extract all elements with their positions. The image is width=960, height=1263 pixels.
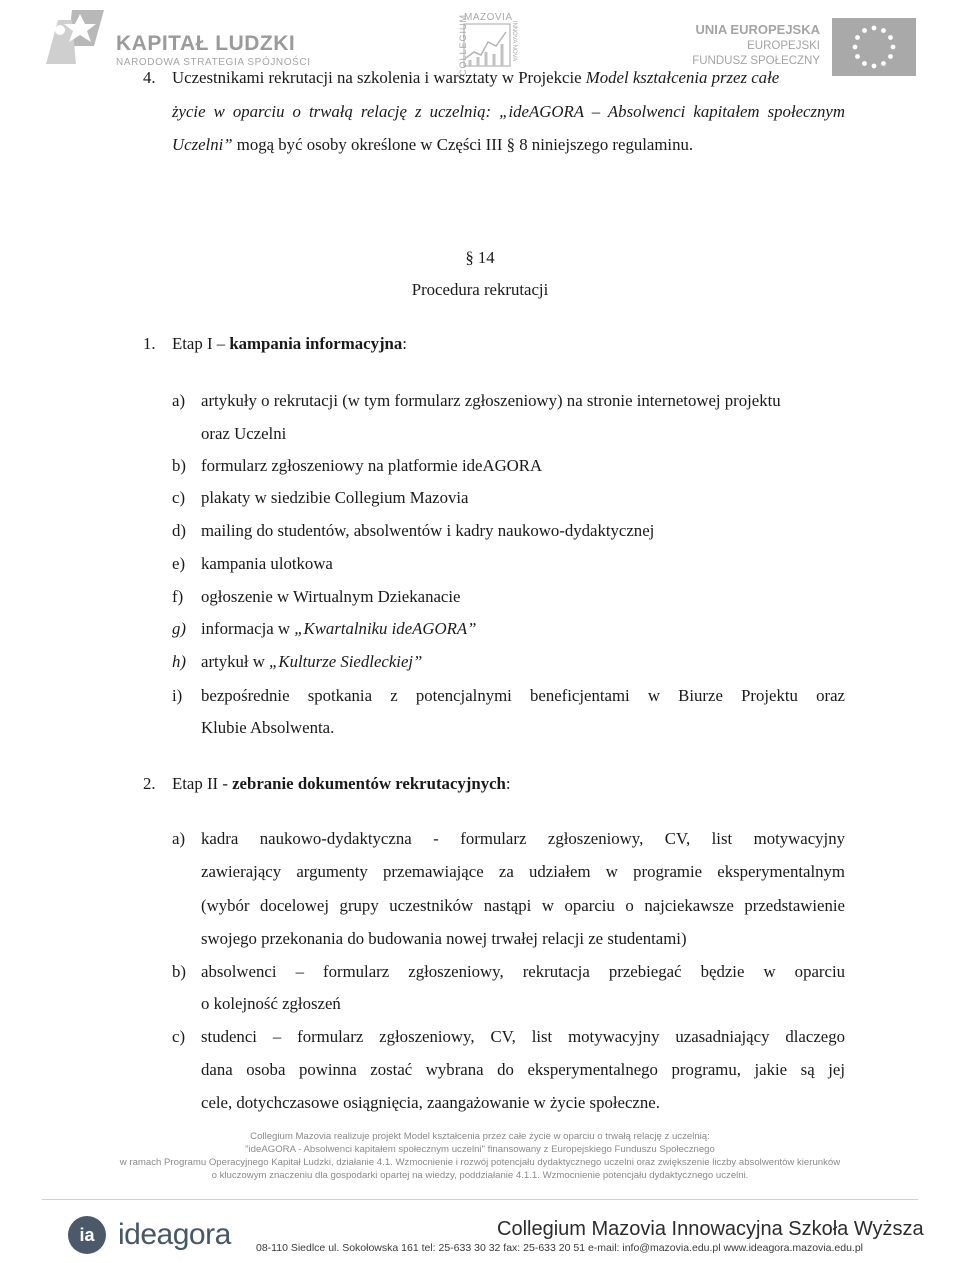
text-span: informacja w — [201, 619, 295, 638]
college-address: 08-110 Siedlce ul. Sokołowska 161 tel: 25-633 30 32 fax: 25-633 20 51 e-mail: info@mazovia.edu.pl www.ideagora.mazovia.edu.pl — [256, 1242, 863, 1254]
list-item: formularz zgłoszeniowy na platformie ideAGORA — [201, 456, 543, 475]
kapital-ludzki-emblem-icon — [38, 6, 110, 68]
list-item: studenci – formularz zgłoszeniowy, CV, list motywacyjny uzasadniający dlaczego — [201, 1027, 845, 1046]
list-item: bezpośrednie spotkania z potencjalnymi beneficjentami w Biurze Projektu oraz — [201, 686, 845, 705]
bold-text: kampania informacyjna — [229, 334, 403, 353]
footer-note-line: Collegium Mazovia realizuje projekt Model kształcenia przez całe życie w oparciu o trwałą relację z uczelnią: — [250, 1131, 710, 1142]
etap-heading — [172, 773, 511, 795]
italic-text: Model kształcenia przez całe — [585, 68, 780, 87]
list-letter: i) — [172, 686, 183, 705]
list-letter: a) — [172, 391, 186, 410]
italic-text: „Kulturze Siedleckiej” — [269, 652, 423, 671]
list-item: o kolejność zgłoszeń — [201, 994, 341, 1013]
eu-line-2: EUROPEJSKI — [747, 40, 820, 52]
section-title: Procedura rekrutacji — [411, 280, 549, 299]
paragraph-line — [172, 67, 779, 89]
footer-note-line: o kluczowym znaczeniu dla gospodarki opartej na wiedzy, poddziałanie 4.1.1. Wzmocnienie potencjału dydaktycznego uczelni. — [211, 1170, 749, 1181]
footer-divider — [42, 1199, 918, 1200]
list-item: ogłoszenie w Wirtualnym Dziekanacie — [201, 587, 461, 606]
innova-nova-word: INNOVA NOVA — [511, 20, 518, 62]
text-span: : — [402, 334, 407, 353]
list-letter: a) — [172, 829, 186, 848]
item-number: 1. — [143, 334, 156, 353]
list-item: artykuły o rekrutacji (w tym formularz zgłoszeniowy) na stronie internetowej projektu — [201, 391, 781, 410]
list-letter: b) — [172, 962, 186, 981]
etap-heading — [172, 333, 407, 355]
item-number: 4. — [143, 68, 156, 87]
item-number: 2. — [143, 774, 156, 793]
text-span: Etap I – — [172, 334, 230, 353]
list-letter: c) — [172, 1027, 186, 1046]
list-item — [201, 618, 476, 640]
list-item: plakaty w siedzibie Collegium Mazovia — [201, 488, 469, 507]
kapital-ludzki-title: KAPITAŁ LUDZKI — [116, 32, 296, 55]
text-span: : — [505, 774, 511, 793]
list-item: swojego przekonania do budowania nowej trwałej relacji ze studentami) — [201, 929, 687, 948]
italic-text: Uczelni” — [172, 135, 233, 154]
text-span: mogą być osoby określone w Części III § 8 niniejszego regulaminu. — [232, 135, 694, 154]
college-name: Collegium Mazovia Innowacyjna Szkoła Wyższa — [497, 1218, 924, 1240]
list-letter: c) — [172, 488, 186, 507]
list-item: dana osoba powinna zostać wybrana do eksperymentalnego programu, jakie są jej — [201, 1060, 845, 1079]
list-item: Klubie Absolwenta. — [201, 718, 335, 737]
mazovia-word: MAZOVIA — [464, 12, 513, 23]
bold-text: zebranie dokumentów rekrutacyjnych — [232, 774, 506, 793]
footer-note-line: "ideAGORA - Absolwenci kapitałem społecznym uczelni" finansowany z Europejskiego Funduszu Społecznego — [245, 1144, 715, 1155]
text-span: Uczestnikami rekrutacji na szkolenia i warsztaty w Projekcie — [172, 68, 586, 87]
footer-note-line: w ramach Programu Operacyjnego Kapitał Ludzki, działanie 4.1. Wzmocnienie i rozwój potencjału dydaktycznego uczelni oraz zwiększenie liczby absolwentów kierunków — [119, 1157, 841, 1168]
list-item: kadra naukowo-dydaktyczna - formularz zgłoszeniowy, CV, list motywacyjny — [201, 829, 845, 848]
list-item: mailing do studentów, absolwentów i kadry naukowo-dydaktycznej — [201, 521, 655, 540]
section-number — [0, 247, 960, 269]
eu-line-1: UNIA EUROPEJSKA — [695, 22, 820, 37]
ideagora-mark-icon: ia — [68, 1216, 106, 1254]
list-item: (wybór docelowej grupy uczestników nastąpi w oparciu o najciekawsze przedstawienie — [201, 896, 845, 915]
list-item: cele, dotychczasowe osiągnięcia, zaangażowanie w życie społeczne. — [201, 1093, 660, 1112]
eu-flag-icon — [832, 18, 916, 76]
list-item — [201, 651, 422, 673]
list-item: zawierający argumenty przemawiające za udziałem w programie eksperymentalnym — [201, 862, 845, 881]
list-item: kampania ulotkowa — [201, 554, 333, 573]
text-span: artykuł w — [201, 652, 270, 671]
list-item: absolwenci – formularz zgłoszeniowy, rekrutacja przebiegać będzie w oparciu — [201, 962, 845, 981]
paragraph-line: życie w oparciu o trwałą relację z uczelnią: „ideAGORA – Absolwenci kapitałem społecznym — [172, 102, 845, 121]
list-letter: f) — [172, 587, 184, 606]
paragraph-symbol: § — [465, 248, 474, 267]
list-letter: b) — [172, 456, 186, 475]
section-number-value: 14 — [477, 248, 495, 267]
list-letter: h) — [172, 652, 186, 671]
list-item: oraz Uczelni — [201, 424, 287, 443]
list-letter: g) — [172, 619, 186, 638]
ideagora-wordmark: ideagora — [118, 1218, 231, 1251]
list-letter: d) — [172, 521, 186, 540]
kapital-ludzki-logo — [38, 6, 311, 68]
eu-line-3: FUNDUSZ SPOŁECZNY — [692, 55, 820, 67]
collegium-word: COLLEGIUM — [458, 13, 469, 77]
list-letter: e) — [172, 554, 186, 573]
paragraph-line — [172, 134, 693, 156]
kapital-ludzki-subtitle: NARODOWA STRATEGIA SPÓJNOŚCI — [116, 57, 311, 68]
text-span: Etap II - — [172, 774, 233, 793]
italic-text: „Kwartalniku ideAGORA” — [294, 619, 477, 638]
